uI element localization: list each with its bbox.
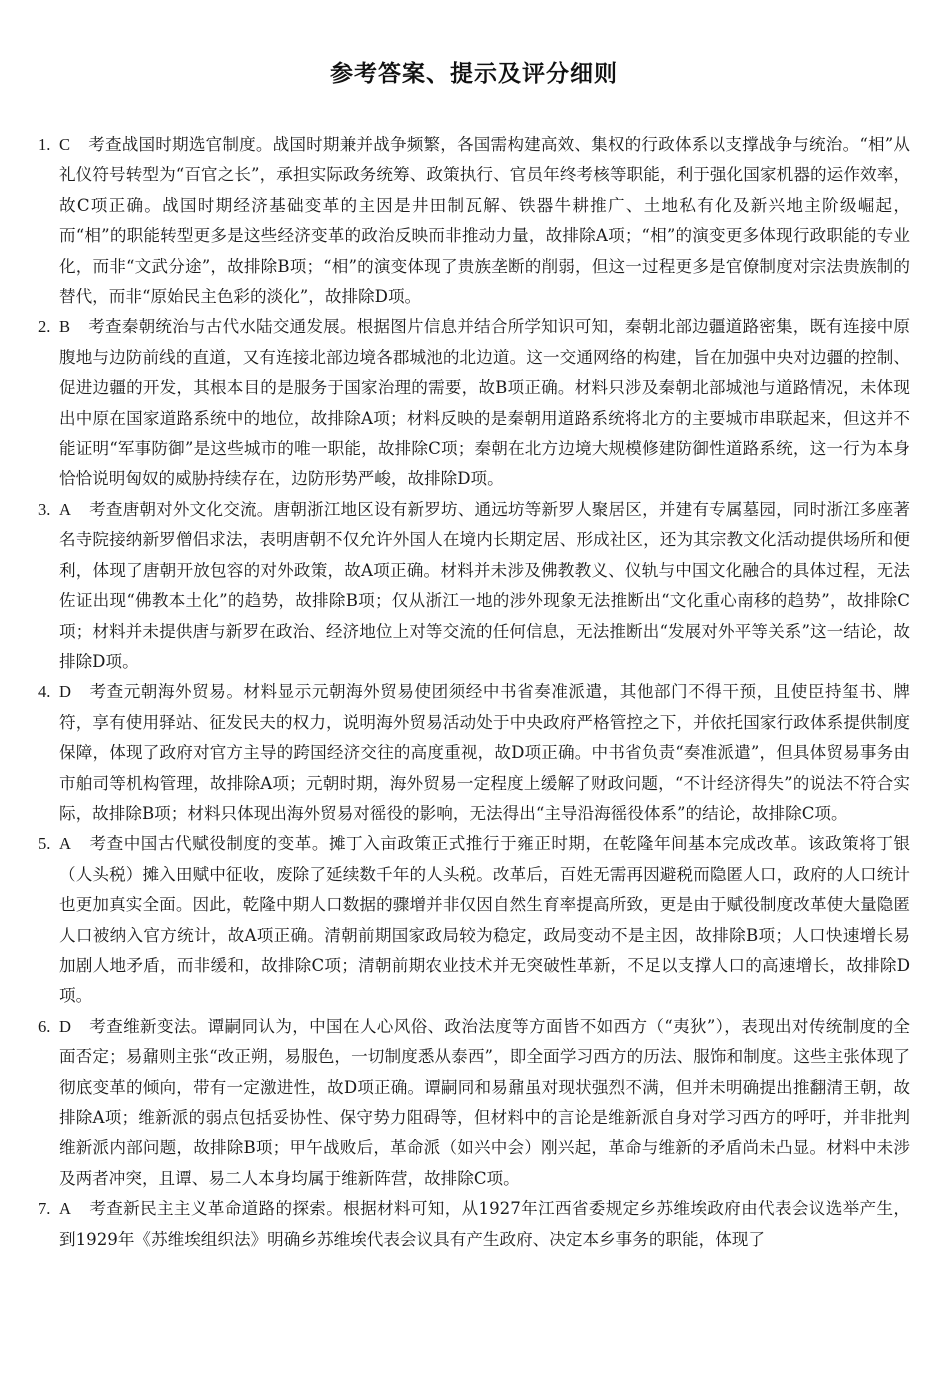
question-number: 3. [38,499,51,519]
answer-item-6 [38,1012,910,1194]
answer-explanation: 考查秦朝统治与古代水陆交通发展。根据图片信息并结合所学知识可知，秦朝北部边疆道路密集，既有连接中原腹地与边防前线的直道，又有连接北部边境各郡城池的北边道。这一交通网络的构建，旨在加强中央对边疆的控制、促进边疆的开发，其根本目的是服务于国家治理的需要，故B项正确。材料只涉及秦朝北部城池与道路情况，未体现出中原在国家道路系统中的地位，故排除A项；材料反映的是秦朝用道路系统将北方的主要城市串联起来，但这并不能证明“军事防御”是这些城市的唯一职能，故排除C项；秦朝在北方边境大规模修建防御性道路系统，这一行为本身恰恰说明匈奴的威胁持续存在，边防形势严峻，故排除D项。 [59,317,910,489]
answer-list [38,130,910,1255]
answer-key: D [59,682,71,702]
answer-key: A [59,499,71,519]
answer-explanation: 考查元朝海外贸易。材料显示元朝海外贸易使团须经中书省奏准派遣，其他部门不得干预，且使臣持玺书、牌符，享有使用驿站、征发民夫的权力，说明海外贸易活动处于中央政府严格管控之下，并依托国家行政体系提供制度保障，体现了政府对官方主导的跨国经济交往的高度重视，故D项正确。中书省负责“奏准派遣”，但具体贸易事务由市舶司等机构管理，故排除A项；元朝时期，海外贸易一定程度上缓解了财政问题，“不计经济得失”的说法不符合实际，故排除B项；材料只体现出海外贸易对徭役的影响，无法得出“主导沿海徭役体系”的结论，故排除C项。 [59,682,910,823]
answer-key: A [59,834,71,854]
answer-item-3 [38,495,910,677]
question-number: 1. [38,135,51,154]
answer-key: C [59,135,71,154]
answer-key: A [59,1199,71,1219]
page-title: 参考答案、提示及评分细则 [330,61,618,87]
answer-item-4 [38,677,910,829]
question-number: 7. [38,1199,51,1219]
answer-explanation: 考查唐朝对外文化交流。唐朝浙江地区设有新罗坊、通远坊等新罗人聚居区，并建有专属墓园，同时浙江多座著名寺院接纳新罗僧侣求法，表明唐朝不仅允许外国人在境内长期定居、形成社区，还为其宗教文化活动提供场所和便利，体现了唐朝开放包容的对外政策，故A项正确。材料并未涉及佛教教义、仪轨与中国文化融合的具体过程，无法佐证出现“佛教本土化”的趋势，故排除B项；仅从浙江一地的涉外现象无法推断出“文化重心南移的趋势”，故排除C项；材料并未提供唐与新罗在政治、经济地位上对等交流的任何信息，无法推断出“发展对外平等关系”这一结论，故排除D项。 [59,499,910,671]
question-number: 5. [38,834,51,854]
answer-explanation: 考查战国时期选官制度。战国时期兼并战争频繁，各国需构建高效、集权的行政体系以支撑战争与统治。“相”从礼仪符号转型为“百官之长”，承担实际政务统筹、政策执行、官员年终考核等职能，利于强化国家机器的运作效率，故C项正确。战国时期经济基础变革的主因是井田制瓦解、铁器牛耕推广、土地私有化及新兴地主阶级崛起，而“相”的职能转型更多是这些经济变革的政治反映而非推动力量，故排除A项；“相”的演变更多体现行政职能的专业化，而非“文武分途”，故排除B项；“相”的演变体现了贵族垄断的削弱，但这一过程更多是官僚制度对宗法贵族制的替代，而非“原始民主色彩的淡化”，故排除D项。 [59,135,910,307]
answer-explanation: 考查新民主主义革命道路的探索。根据材料可知，从1927年江西省委规定乡苏维埃政府由代表会议选举产生，到1929年《苏维埃组织法》明确乡苏维埃代表会议具有产生政府、决定本乡事务的职能，体现了 [59,1199,910,1249]
answer-key: D [59,1016,71,1036]
question-number: 2. [38,317,51,337]
answer-item-1 [38,130,910,312]
answer-explanation: 考查维新变法。谭嗣同认为，中国在人心风俗、政治法度等方面皆不如西方（“夷狄”），表现出对传统制度的全面否定；易鼐则主张“改正朔，易服色，一切制度悉从泰西”，即全面学习西方的历法、服饰和制度。这些主张体现了彻底变革的倾向，带有一定激进性，故D项正确。谭嗣同和易鼐虽对现状强烈不满，但并未明确提出推翻清王朝，故排除A项；维新派的弱点包括妥协性、保守势力阻碍等，但材料中的言论是维新派自身对学习西方的呼吁，并非批判维新派内部问题，故排除B项；甲午战败后，革命派（如兴中会）刚兴起，革命与维新的矛盾尚未凸显。材料中未涉及两者冲突，且谭、易二人本身均属于维新阵营，故排除C项。 [59,1016,910,1188]
answer-explanation: 考查中国古代赋役制度的变革。摊丁入亩政策正式推行于雍正时期，在乾隆年间基本完成改革。该政策将丁银（人头税）摊入田赋中征收，废除了延续数千年的人头税。改革后，百姓无需再因避税而隐匿人口，政府的人口统计也更加真实全面。因此，乾隆中期人口数据的骤增并非仅因自然生育率提高所致，更是由于赋役制度改革使大量隐匿人口被纳入官方统计，故A项正确。清朝前期国家政局较为稳定，政局变动不是主因，故排除B项；人口快速增长易加剧人地矛盾，而非缓和，故排除C项；清朝前期农业技术并无突破性革新，不足以支撑人口的高速增长，故排除D项。 [59,834,910,1006]
answer-item-7 [38,1194,910,1255]
answer-item-5 [38,829,910,1011]
answer-item-2 [38,312,910,494]
question-number: 6. [38,1016,51,1036]
answer-key: B [59,317,71,337]
question-number: 4. [38,682,51,702]
